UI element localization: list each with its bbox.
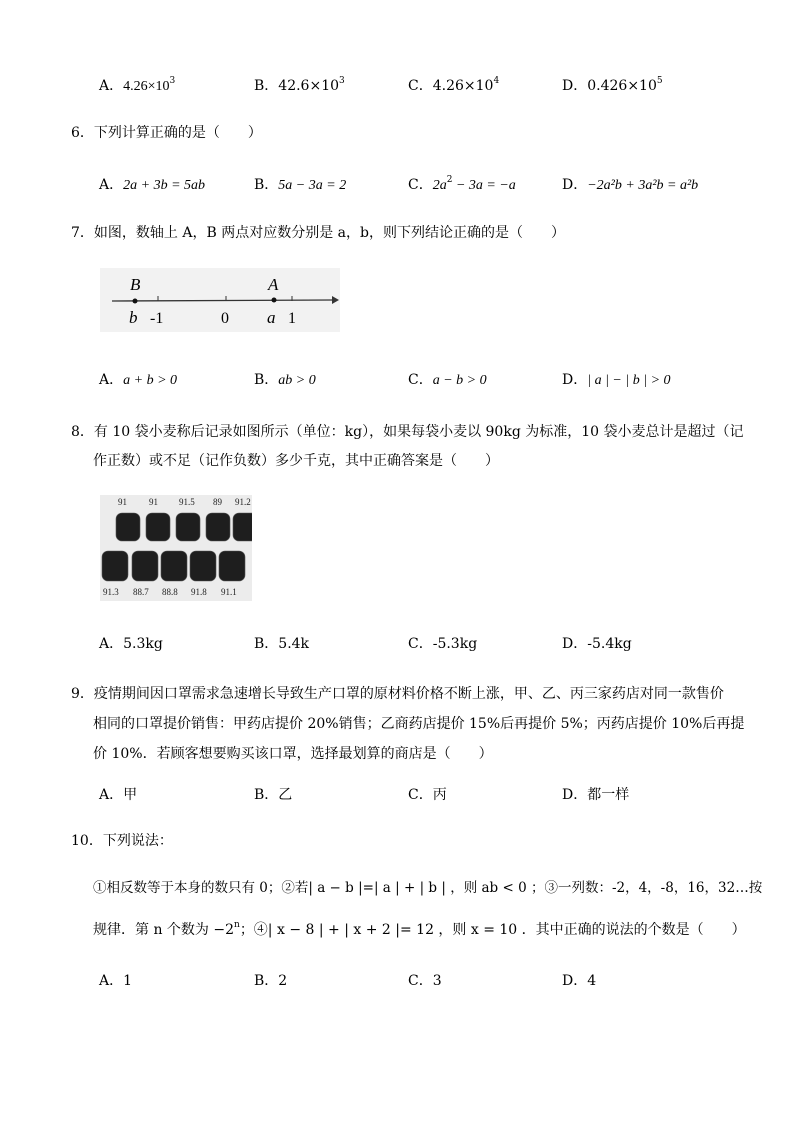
point-a — [272, 298, 277, 303]
exponent: 2 — [446, 175, 453, 185]
q6-stem: 6．下列计算正确的是（ ） — [71, 125, 262, 141]
weight-label: 91.2 — [235, 497, 251, 507]
option-letter: B． — [254, 78, 279, 94]
wheat-bag — [176, 513, 200, 541]
weight-label: 91.8 — [191, 587, 207, 597]
option-text: 甲 — [123, 787, 138, 803]
q6-option-d — [562, 174, 698, 194]
wheat-bag — [219, 551, 245, 581]
wheat-bags-svg — [100, 495, 252, 601]
option-letter: B． — [254, 787, 279, 803]
q8-option-d — [562, 633, 632, 653]
point-b — [133, 299, 138, 304]
exponent: 3 — [169, 76, 176, 86]
q9-option-a — [99, 784, 137, 804]
q8-stem-line1: 8．有 10 袋小麦称后记录如图所示（单位：kg），如果每袋小麦以 90kg 为标准，10 袋小麦总计是超过（记 — [71, 424, 744, 440]
option-letter: C． — [408, 177, 433, 193]
q10-option-b — [254, 970, 287, 990]
option-letter: B． — [254, 973, 279, 989]
weight-label: 91.3 — [103, 587, 119, 597]
weight-label: 91 — [118, 497, 127, 507]
option-text: 4 — [587, 973, 597, 989]
option-text: ab > 0 — [278, 373, 316, 388]
q6-option-c — [408, 174, 516, 194]
q8-option-c — [408, 633, 477, 653]
wheat-bag — [102, 551, 128, 581]
option-letter: A． — [99, 973, 124, 989]
wheat-bags-figure — [100, 495, 252, 601]
q10-line1: ①相反数等于本身的数只有 0；②若| a − b |=| a | + | b | ，则 ab < 0 ；③一列数：-2，4，-8，16，32…按 — [93, 880, 763, 896]
number-line-figure — [100, 268, 340, 332]
q7-option-b — [254, 369, 316, 389]
option-text: 4.26×10 — [432, 78, 494, 94]
q10-line2 — [93, 919, 746, 939]
option-letter: D． — [562, 78, 588, 94]
option-letter: C． — [408, 787, 433, 803]
option-letter: A． — [99, 787, 124, 803]
q9-option-d — [562, 784, 629, 804]
q9-stem-line1: 9．疫情期间因口罩需求急速增长导致生产口罩的原材料价格不断上涨，甲、乙、丙三家药店对同一款售价 — [71, 686, 724, 702]
option-text: -5.4kg — [587, 636, 632, 652]
wheat-bag — [206, 513, 230, 541]
option-text: -5.3kg — [432, 636, 478, 652]
q10-stem: 10．下列说法： — [71, 833, 173, 849]
wheat-bag — [132, 551, 158, 581]
option-letter: B． — [254, 636, 279, 652]
option-letter: B． — [254, 177, 279, 193]
label-B: B — [130, 275, 141, 294]
option-letter: D． — [562, 787, 588, 803]
number-line-svg — [100, 268, 340, 332]
option-letter: B． — [254, 372, 279, 388]
option-letter: C． — [408, 78, 433, 94]
q7-option-a — [99, 369, 177, 389]
weight-label: 88.7 — [133, 587, 149, 597]
option-text: 0.426×10 — [587, 78, 657, 94]
axis-arrow — [332, 296, 339, 304]
option-letter: D． — [562, 177, 588, 193]
option-text-post: − 3a = −a — [452, 178, 516, 193]
label-1: 1 — [288, 310, 296, 327]
q9-option-b — [254, 784, 292, 804]
option-text: 丙 — [432, 787, 447, 803]
label-b: b — [129, 308, 138, 327]
option-text: 2a + 3b = 5ab — [123, 178, 206, 193]
q9-stem-line2: 相同的口罩提价销售：甲药店提价 20%销售；乙商药店提价 15%后再提价 5%；丙药店提价 10%后再提 — [93, 716, 745, 732]
q9-option-c — [408, 784, 447, 804]
option-text: 5.3kg — [123, 636, 163, 652]
option-text: 42.6×10 — [278, 78, 340, 94]
q7-option-c — [408, 369, 487, 389]
exponent: 5 — [656, 76, 663, 86]
q9-stem-line3: 价 10%．若顾客想要购买该口罩，选择最划算的商店是（ ） — [93, 746, 493, 762]
option-text: 3 — [432, 973, 442, 989]
option-letter: D． — [562, 636, 588, 652]
option-text: 4.26×10 — [123, 79, 170, 94]
exponent: 4 — [493, 76, 500, 86]
q10-option-c — [408, 970, 442, 990]
option-text: 2 — [278, 973, 288, 989]
q5-option-d — [562, 75, 663, 95]
wheat-bag — [190, 551, 216, 581]
option-letter: A． — [99, 177, 124, 193]
option-letter: D． — [562, 973, 588, 989]
axis-line — [112, 300, 332, 301]
option-text: 都一样 — [587, 787, 630, 803]
option-text: −2a²b + 3a²b = a²b — [587, 178, 699, 193]
q8-stem-line2: 作正数）或不足（记作负数）多少千克，其中正确答案是（ ） — [93, 453, 499, 469]
weight-label: 91.1 — [221, 587, 237, 597]
option-text: 1 — [123, 973, 133, 989]
q6-option-a — [99, 174, 205, 194]
q8-option-a — [99, 633, 163, 653]
option-letter: A． — [99, 636, 124, 652]
option-letter: D． — [562, 372, 588, 388]
q5-option-a — [99, 75, 175, 95]
q10-line2-post: ；④| x − 8 | + | x + 2 |= 12 ，则 x = 10 ．其中正确的说法的个数是（ ） — [239, 922, 746, 938]
label-A: A — [268, 275, 279, 294]
option-letter: C． — [408, 372, 433, 388]
wheat-bag — [146, 513, 170, 541]
weight-label: 91 — [149, 497, 158, 507]
q7-option-d — [562, 369, 671, 389]
weight-label: 89 — [213, 497, 222, 507]
option-letter: C． — [408, 636, 433, 652]
weight-label: 91.5 — [179, 497, 195, 507]
option-letter: A． — [99, 78, 124, 94]
weight-label: 88.8 — [162, 587, 178, 597]
option-text: 乙 — [278, 787, 293, 803]
q5-option-b — [254, 75, 345, 95]
wheat-bag — [116, 513, 140, 541]
option-letter: A． — [99, 372, 124, 388]
option-text-pre: 2a — [432, 178, 447, 193]
option-text: | a | − | b | > 0 — [587, 373, 671, 388]
q10-line2-pre: 规律．第 n 个数为 −2 — [93, 922, 235, 938]
q5-option-c — [408, 75, 499, 95]
wheat-bag — [161, 551, 187, 581]
label-a: a — [267, 308, 276, 327]
label-minus-1: -1 — [150, 310, 164, 327]
label-0: 0 — [221, 310, 229, 327]
option-letter: C． — [408, 973, 433, 989]
exponent: n — [234, 920, 240, 930]
q6-option-b — [254, 174, 346, 194]
option-text: 5a − 3a = 2 — [278, 178, 347, 193]
q8-option-b — [254, 633, 309, 653]
q10-option-d — [562, 970, 596, 990]
q10-option-a — [99, 970, 132, 990]
wheat-bag — [233, 513, 252, 541]
option-text: 5.4k — [278, 636, 310, 652]
option-text: a − b > 0 — [432, 373, 487, 388]
exponent: 3 — [339, 76, 345, 86]
q7-stem: 7．如图，数轴上 A，B 两点对应数分别是 a，b，则下列结论正确的是（ ） — [71, 225, 565, 241]
option-text: a + b > 0 — [123, 373, 178, 388]
